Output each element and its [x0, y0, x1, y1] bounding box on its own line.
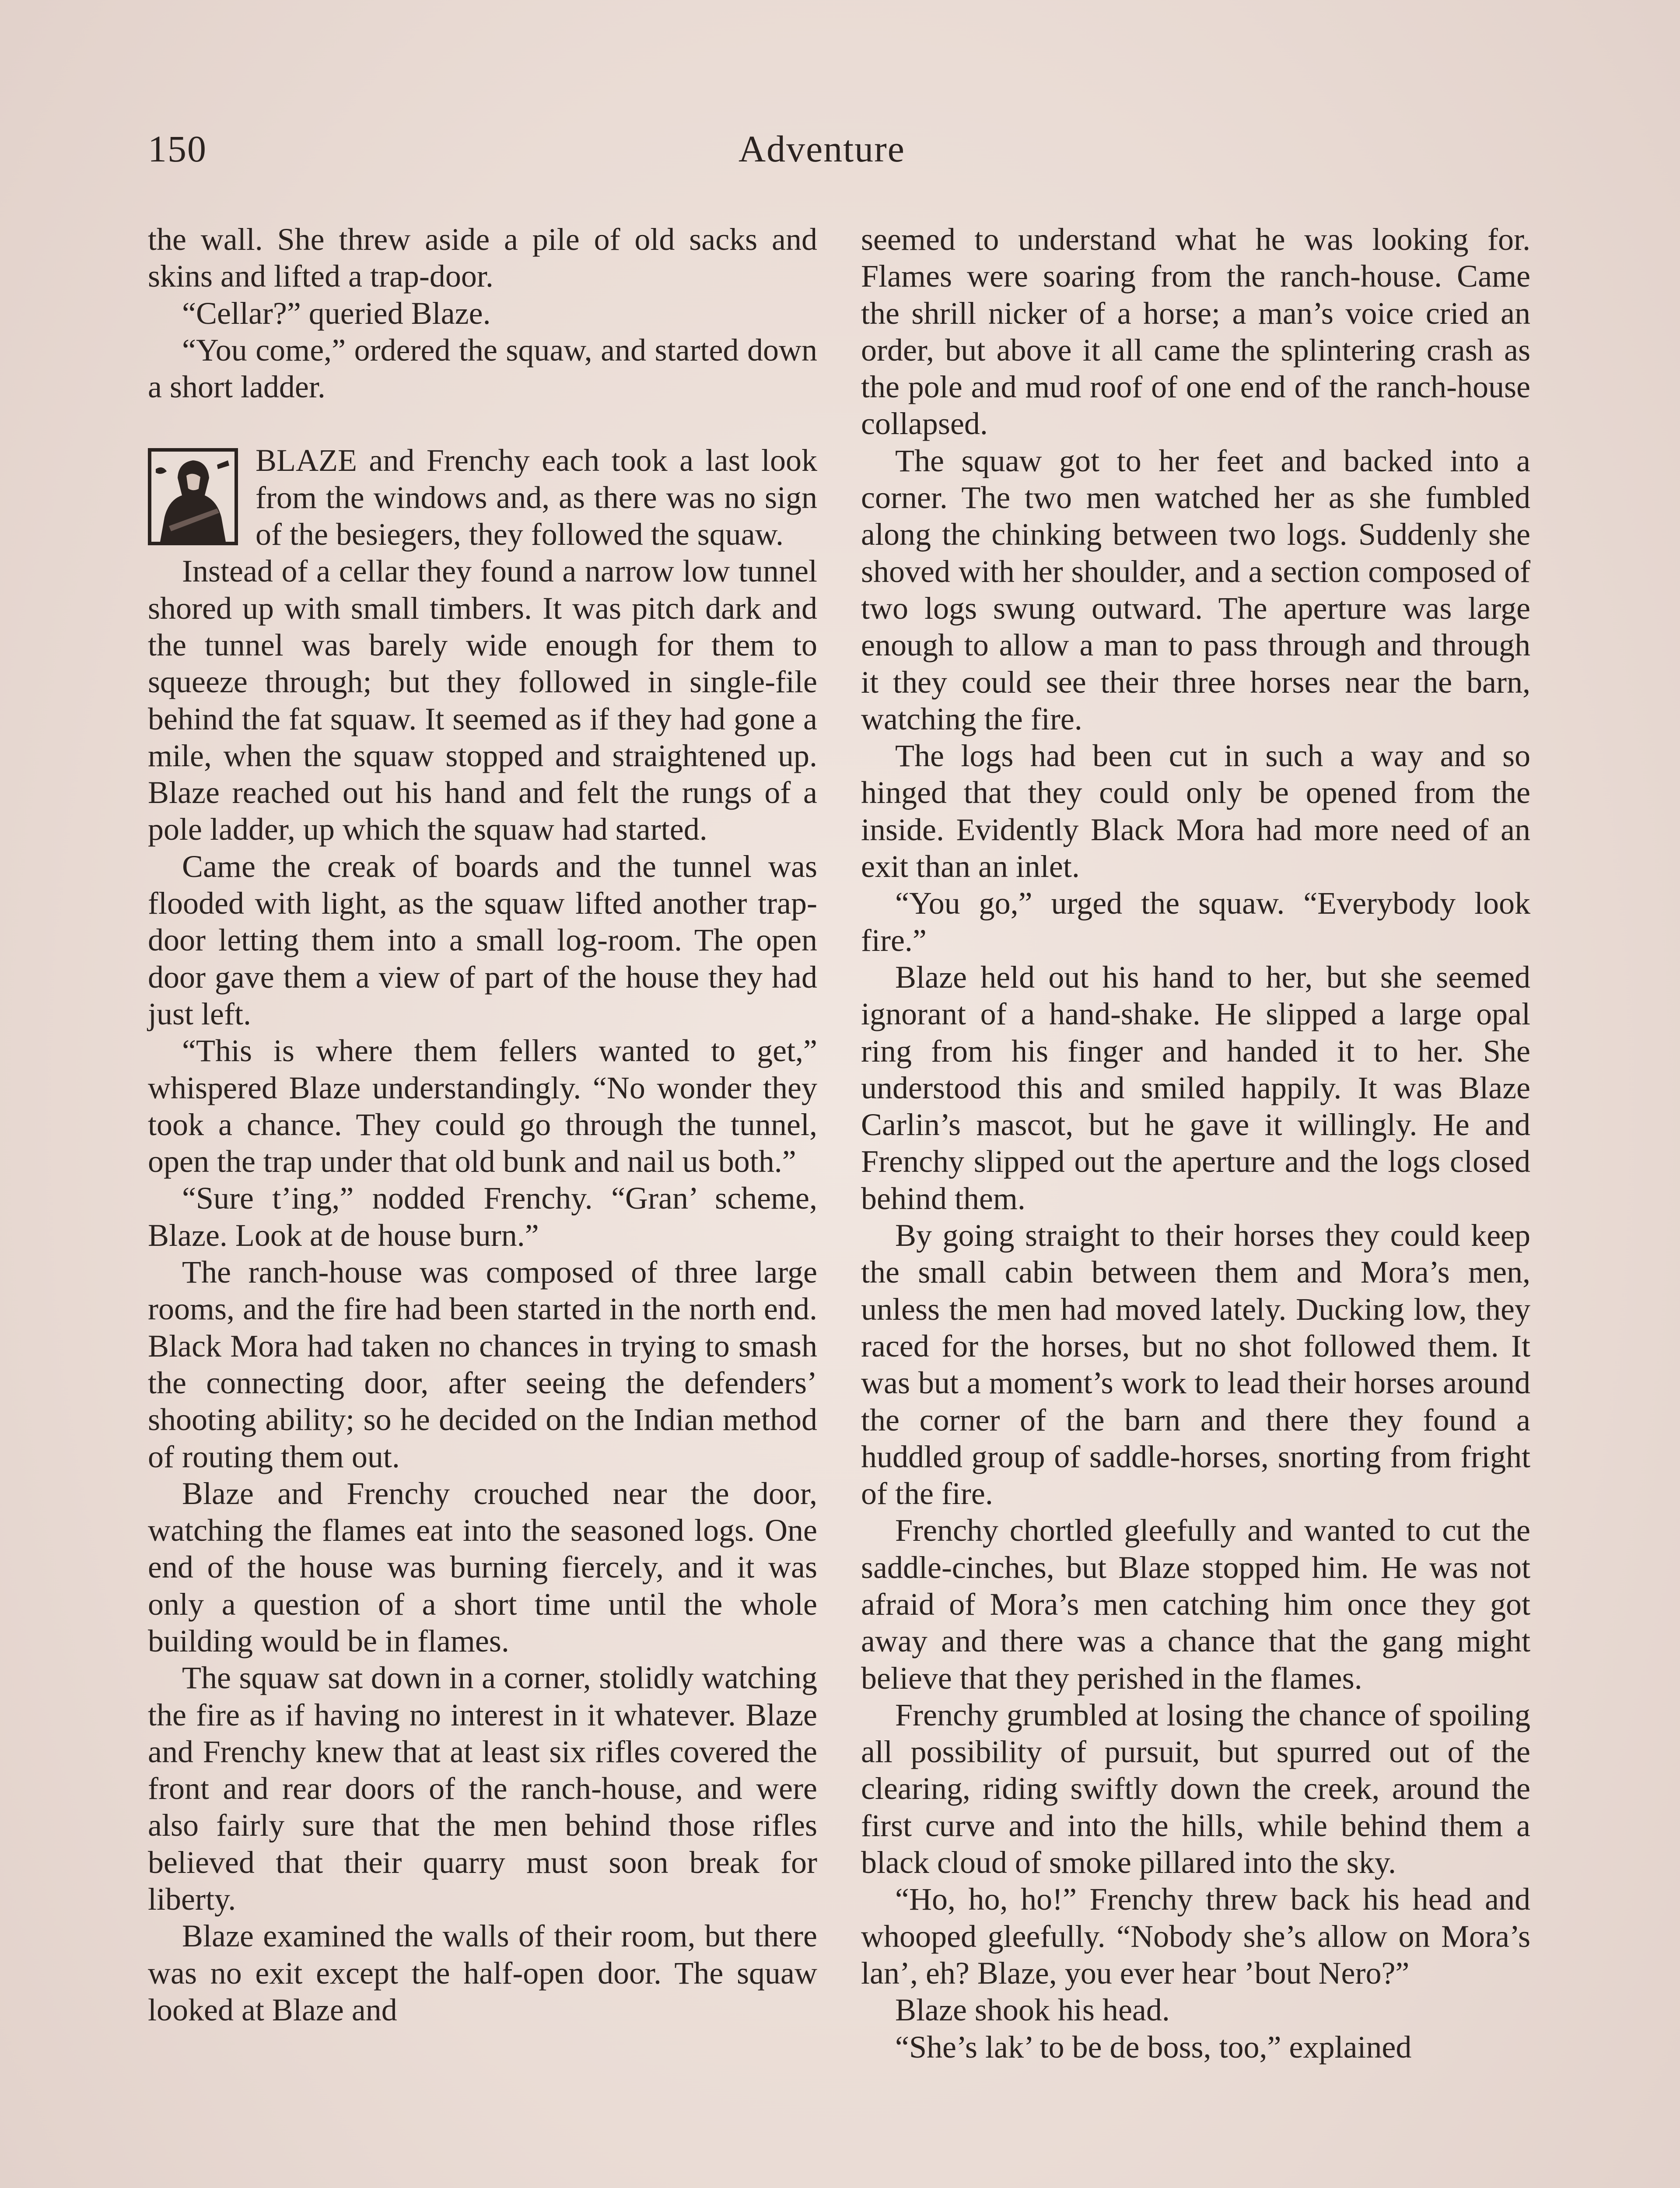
paragraph: Blaze shook his head.: [895, 1992, 1170, 2028]
paragraph: Blaze examined the walls of their room, but there was no exit except the half-open door. The squaw looked at Blaze and: [148, 1918, 817, 2027]
paragraph: “You go,” urged the squaw. “Everybody look fire.”: [861, 886, 1530, 958]
paragraph: “This is where them fellers wanted to get,” whispered Blaze understandingly. “No wonder they took a chance. They could go through the tunnel, open the trap under that old bunk and nail us both.”: [148, 1033, 817, 1179]
paragraph: By going straight to their horses they could keep the small cabin between them and Mora’s men, unless the men had moved lately. Ducking low, they raced for the horses, but no shot followed them. It was but a moment’s work to lead their horses around the corner of the barn and there they found a huddled group of saddle-horses, snorting from fright of the fire.: [861, 1218, 1530, 1511]
paragraph: Blaze and Frenchy crouched near the door, watching the flames eat into the seasoned logs. One end of the house was burning fiercely, and it was only a question of a short time until the whole building would be in flames.: [148, 1476, 817, 1659]
running-title: Adventure: [738, 128, 905, 170]
paragraph: “You come,” ordered the squaw, and started down a short ladder.: [148, 332, 817, 405]
page-header: [148, 127, 1539, 179]
paragraph: Came the creak of boards and the tunnel was flooded with light, as the squaw lifted another trap-door letting them into a small log-room. The open door gave them a view of part of the house they had just left.: [148, 849, 817, 1031]
paragraph: “She’s lak’ to be de boss, too,” explained: [895, 2029, 1412, 2065]
dropcap-illustration: [148, 448, 238, 545]
paragraph: the wall. She threw aside a pile of old sacks and skins and lifted a trap-door.: [148, 222, 817, 294]
paragraph: Blaze held out his hand to her, but she seemed ignorant of a hand-shake. He slipped a large opal ring from his finger and handed it to her. She understood this and smiled happily. It was Blaze Carlin’s mascot, but he gave it willingly. He and Frenchy slipped out the aperture and the logs closed behind them.: [861, 959, 1530, 1216]
paragraph: Frenchy chortled gleefully and wanted to cut the saddle-cinches, but Blaze stopped him. He was not afraid of Mora’s men catching him once they got away and there was a chance that the gang might believe that they perished in the flames.: [861, 1513, 1530, 1696]
paragraph: “Cellar?” queried Blaze.: [182, 295, 491, 331]
paragraph: Instead of a cellar they found a narrow low tunnel shored up with small timbers. It was pitch dark and the tunnel was barely wide enough for them to squeeze through; but they followed in single-file behind the fat squaw. It seemed as if they had gone a mile, when the squaw stopped and straightened up. Blaze reached out his hand and felt the rungs of a pole ladder, up which the squaw had started.: [148, 554, 817, 847]
right-column: [861, 221, 1530, 2065]
figure-illustration-icon: [151, 452, 234, 542]
paragraph: The logs had been cut in such a way and so hinged that they could only be opened from the inside. Evidently Black Mora had more need of an exit than an inlet.: [861, 738, 1530, 884]
paragraph: The ranch-house was composed of three large rooms, and the fire had been started in the north end. Black Mora had taken no chances in trying to smash the connecting door, after seeing the defenders’ shooting ability; so he decided on the Indian method of routing them out.: [148, 1255, 817, 1474]
paragraph: “Sure t’ing,” nodded Frenchy. “Gran’ scheme, Blaze. Look at de house burn.”: [148, 1181, 817, 1253]
page-number: 150: [148, 128, 207, 170]
left-column: [148, 221, 817, 2028]
paragraph-dropcap: BLAZE and Frenchy each took a last look from the windows and, as there was no sign of the besiegers, they followed the squaw.: [256, 443, 817, 552]
paragraph: “Ho, ho, ho!” Frenchy threw back his head and whooped gleefully. “Nobody she’s allow on Mora’s lan’, eh? Blaze, you ever hear ’bout Nero?”: [861, 1882, 1530, 1991]
paragraph: The squaw got to her feet and backed into a corner. The two men watched her as she fumbled along the chinking between two logs. Suddenly she shoved with her shoulder, and a section composed of two logs swung outward. The aperture was large enough to allow a man to pass through and through it they could see their three horses near the barn, watching the fire.: [861, 443, 1530, 736]
paragraph: seemed to understand what he was looking for. Flames were soaring from the ranch-house. Came the shrill nicker of a horse; a man’s voice cried an order, but above it all came the splintering crash as the pole and mud roof of one end of the ranch-house collapsed.: [861, 222, 1530, 442]
paragraph: The squaw sat down in a corner, stolidly watching the fire as if having no interest in it whatever. Blaze and Frenchy knew that at least six rifles covered the front and rear doors of the ranch-house, and were also fairly sure that the men behind those rifles believed that their quarry must soon break for liberty.: [148, 1660, 817, 1917]
paragraph: Frenchy grumbled at losing the chance of spoiling all possibility of pursuit, but spurred out of the clearing, riding swiftly down the creek, around the first curve and into the hills, while behind them a black cloud of smoke pillared into the sky.: [861, 1697, 1530, 1880]
